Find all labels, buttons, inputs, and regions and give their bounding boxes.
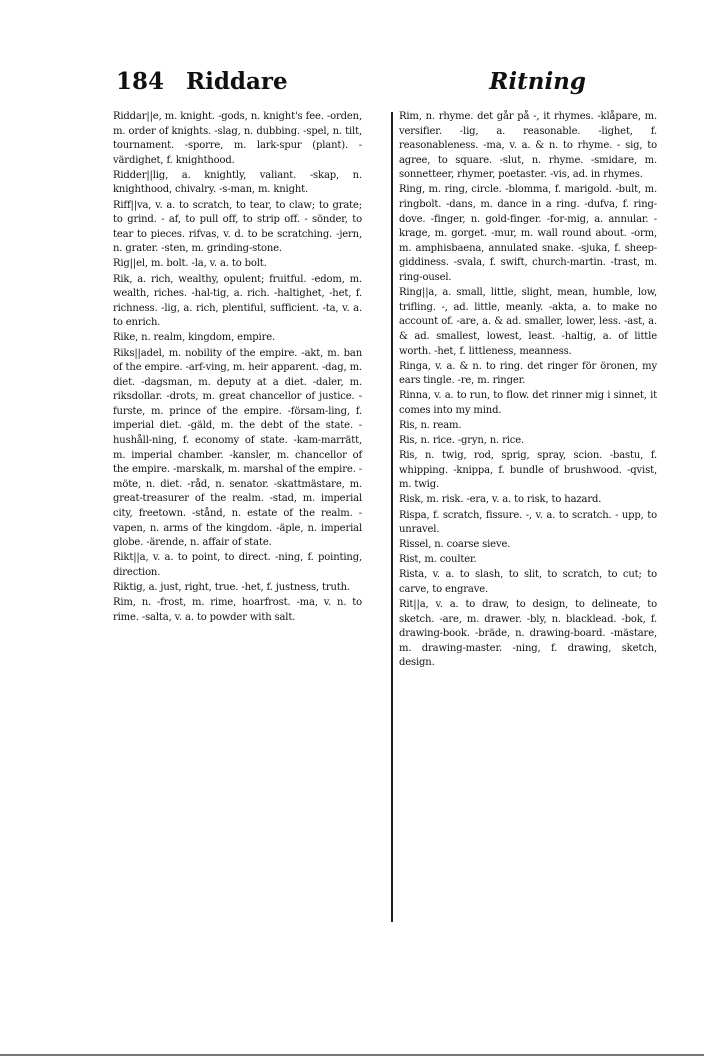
dictionary-entry: Rikt||a, v. a. to point, to direct. -ning, f. pointing, direction.: [113, 552, 362, 578]
dictionary-entry: Riks||adel, m. nobility of the empire. -akt, m. ban of the empire. -arf-ving, m. heir apparent. -dag, m. diet. -dagsman, m. deputy at a diet. -daler, m. riksdollar. -drots, m. great chancellor of justice. -furste, m. prince of the empire. -försam-ling, f. imperial diet. -gäld, m. the debt of the state. -hushåll-ning, f. economy of state. -kam-marrätt, m. imperial chamber. -kansler, m. chancellor of the empire. -marskalk, m. marshal of the empire. -möte, n. diet. -råd, n. senator. -skattmästare, m. great-treasurer of the realm. -stad, m. imperial city, freetown. -stånd, n. estate of the realm. -vapen, n. arms of the kingdom. -äple, n. imperial globe. -ärende, n. affair of state.: [113, 347, 362, 549]
running-head-left: Riddare: [186, 68, 288, 95]
left-column: [113, 110, 362, 626]
page-edge-line: [0, 1054, 704, 1056]
dictionary-entry: Rispa, f. scratch, fissure. -, v. a. to scratch. - upp, to unravel.: [399, 509, 657, 536]
running-head-right: Ritning: [489, 68, 586, 95]
dictionary-entry: Rig||el, m. bolt. -la, v. a. to bolt.: [113, 258, 267, 270]
dictionary-entry: Ring, m. ring, circle. -blomma, f. marigold. -bult, m. ringbolt. -dans, m. dance in a ring. -dufva, f. ring-dove. -finger, n. gold-finger. -for-mig, a. annular. -krage, m. gorget. -mur, m. wall round about. -orm, m. amphisbaena, annulated snake. -sjuka, f. sheep-giddiness. -svala, f. swift, church-martin. -trast, m. ring-ousel.: [399, 184, 657, 284]
dictionary-entry: Rista, v. a. to slash, to slit, to scratch, to cut; to carve, to engrave.: [399, 569, 657, 595]
right-column: [399, 110, 657, 672]
page-header: [116, 68, 586, 108]
dictionary-entry: Risk, m. risk. -era, v. a. to risk, to hazard.: [399, 494, 602, 506]
dictionary-entry: Ridder||lig, a. knightly, valiant. -skap, n. knighthood, chivalry. -s-man, m. knight.: [113, 169, 362, 196]
dictionary-entry: Ris, n. twig, rod, sprig, spray, scion. -bastu, f. whipping. -knippa, f. bundle of brushwood. -qvist, m. twig.: [399, 450, 657, 491]
dictionary-entry: Rinna, v. a. to run, to flow. det rinner mig i sinnet, it comes into my mind.: [399, 390, 657, 416]
dictionary-entry: Rissel, n. coarse sieve.: [399, 539, 511, 551]
dictionary-entry: Ring||a, a. small, little, slight, mean, humble, low, trifling. -, ad. little, meanly. -akta, a. to make no account of. -are, a. & ad. smaller, lower, less. -ast, a. & ad. smallest, lowest, least. -haltig, a. of little worth. -het, f. littleness, meanness.: [399, 287, 657, 357]
column-divider: [391, 112, 393, 922]
dictionary-entry: Riff||va, v. a. to scratch, to tear, to claw; to grate; to grind. - af, to pull off, to strip off. - sönder, to tear to pieces. rifvas, v. d. to be scratching. -jern, n. grater. -sten, m. grinding-stone.: [113, 199, 362, 255]
dictionary-entry: Rim, n. -frost, m. rime, hoarfrost. -ma, v. n. to rime. -salta, v. a. to powder with salt.: [113, 597, 362, 623]
dictionary-entry: Rik, a. rich, wealthy, opulent; fruitful. -edom, m. wealth, riches. -hal-tig, a. rich. -haltighet, -het, f. richness. -lig, a. rich, plentiful, sufficient. -ta, v. a. to enrich.: [113, 273, 362, 329]
dictionary-entry: Rist, m. coulter.: [399, 554, 477, 566]
dictionary-entry: Rike, n. realm, kingdom, empire.: [113, 332, 275, 344]
dictionary-entry: Rit||a, v. a. to draw, to design, to delineate, to sketch. -are, m. drawer. -bly, n. blacklead. -bok, f. drawing-book. -bräde, n. drawing-board. -mästare, m. drawing-master. -ning, f. drawing, sketch, design.: [399, 599, 657, 669]
dictionary-entry: Ris, n. ream.: [399, 419, 462, 431]
page-number: 184: [116, 68, 165, 95]
dictionary-entry: Rim, n. rhyme. det går på -, it rhymes. -klåpare, m. versifier. -lig, a. reasonable. -lighet, f. reasonableness. -ma, v. a. & n. to rhyme. - sig, to agree, to square. -slut, n. rhyme. -smidare, m. sonnetteer, rhymer, poetaster. -vis, ad. in rhymes.: [399, 111, 657, 181]
dictionary-entry: Ringa, v. a. & n. to ring. det ringer för öronen, my ears tingle. -re, m. ringer.: [399, 360, 657, 387]
dictionary-entry: Riddar||e, m. knight. -gods, n. knight's fee. -orden, m. order of knights. -slag, n. dubbing. -spel, n. tilt, tournament. -sporre, m. lark-spur (plant). -värdighet, f. knighthood.: [113, 111, 362, 166]
dictionary-entry: Ris, n. rice. -gryn, n. rice.: [399, 435, 525, 447]
dictionary-entry: Riktig, a. just, right, true. -het, f. justness, truth.: [113, 582, 350, 593]
